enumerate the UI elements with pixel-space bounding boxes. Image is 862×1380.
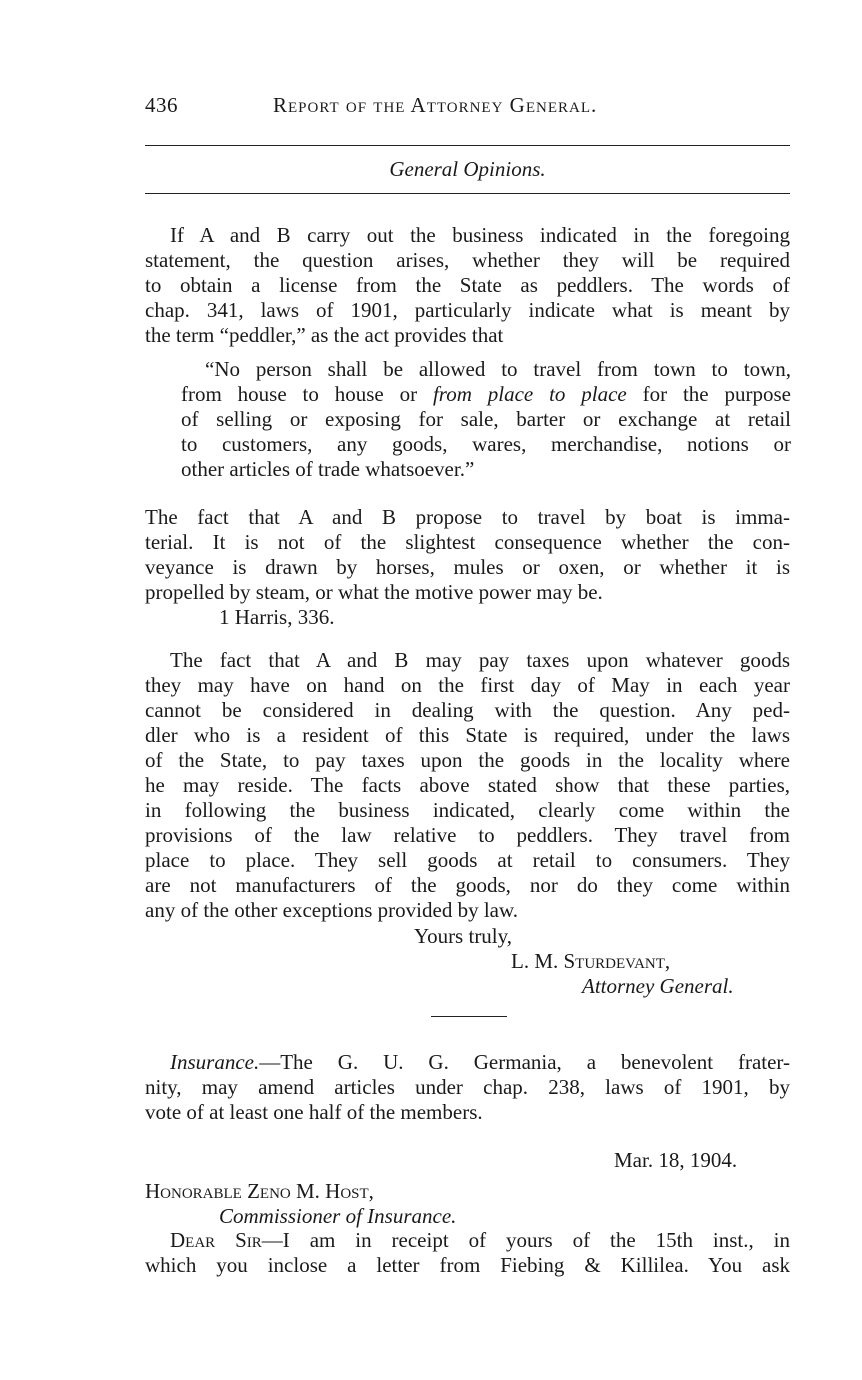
insurance-line-2: nity, may amend articles under chap. 238, laws of 1901, by — [145, 1075, 790, 1099]
quote-line-5: other articles of trade whatsoever.” — [181, 457, 475, 481]
paragraph-3-line-8: provisions of the law relative to peddlers. They travel from — [145, 823, 790, 847]
paragraph-3-line-7: in following the business indicated, clearly come within the — [145, 798, 790, 822]
paragraph-2-line-1: The fact that A and B propose to travel by boat is imma- — [145, 505, 790, 529]
citation: 1 Harris, 336. — [219, 605, 335, 629]
quote-emphasis: from place to place — [432, 382, 627, 406]
quote-line-4: to customers, any goods, wares, merchandise, notions or — [181, 432, 791, 456]
paragraph-3-line-6: he may reside. The facts above stated show that these parties, — [145, 773, 790, 797]
quote-line-3: of selling or exposing for sale, barter or exchange at retail — [181, 407, 791, 431]
paragraph-1-line-5: the term “peddler,” as the act provides that — [145, 323, 504, 347]
signature-initials: L. M. — [511, 949, 564, 973]
paragraph-1-line-2: statement, the question arises, whether they will be required — [145, 248, 790, 272]
paragraph-3-line-4: dler who is a resident of this State is required, under the laws — [145, 723, 790, 747]
paragraph-3-line-3: cannot be considered in dealing with the question. Any ped- — [145, 698, 790, 722]
header-rule-top — [145, 145, 790, 146]
letter-line-1-rest: —I am in receipt of yours of the 15th inst., in — [261, 1228, 790, 1252]
insurance-line-1-rest: —The G. U. G. Germania, a benevolent frater- — [259, 1050, 790, 1074]
running-head: Report of the Attorney General. — [273, 93, 598, 117]
addressee-name: Honorable Zeno M. Host, — [145, 1179, 374, 1203]
insurance-line-1 — [145, 1049, 790, 1075]
quote-line-1: “No person shall be allowed to travel from town to town, — [205, 357, 791, 381]
salutation: Dear Sir — [170, 1228, 262, 1252]
paragraph-3-line-1: The fact that A and B may pay taxes upon whatever goods — [170, 648, 790, 672]
letter-line-2: which you inclose a letter from Fiebing & Killilea. You ask — [145, 1253, 790, 1277]
paragraph-3-line-11: any of the other exceptions provided by law. — [145, 898, 519, 922]
header-rule-bottom — [145, 193, 790, 194]
paragraph-3-line-2: they may have on hand on the first day of May in each year — [145, 673, 790, 697]
insurance-line-3: vote of at least one half of the members. — [145, 1100, 483, 1124]
quote-line-2-end: for the purpose — [626, 382, 791, 406]
quote-line-2 — [181, 381, 791, 407]
paragraph-2-line-3: veyance is drawn by horses, mules or oxen, or whether it is — [145, 555, 790, 579]
signature-title: Attorney General. — [582, 974, 734, 998]
letter-line-1 — [145, 1227, 790, 1253]
paragraph-3-line-5: of the State, to pay taxes upon the goods in the locality where — [145, 748, 790, 772]
insurance-label: Insurance. — [170, 1050, 260, 1074]
page-number: 436 — [145, 93, 178, 117]
paragraph-3-line-10: are not manufacturers of the goods, nor do they come within — [145, 873, 790, 897]
paragraph-2-line-2: terial. It is not of the slightest consequence whether the con- — [145, 530, 790, 554]
section-title: General Opinions. — [389, 157, 546, 181]
paragraph-1-line-4: chap. 341, laws of 1901, particularly indicate what is meant by — [145, 298, 790, 322]
letter-date: Mar. 18, 1904. — [614, 1148, 738, 1172]
paragraph-1-line-1: If A and B carry out the business indicated in the foregoing — [170, 223, 790, 247]
addressee-position: Commissioner of Insurance. — [219, 1204, 457, 1228]
paragraph-3-line-9: place to place. They sell goods at retail to consumers. They — [145, 848, 790, 872]
quote-line-2-start: from house to house or — [181, 382, 433, 406]
page-header — [145, 93, 790, 123]
valediction: Yours truly, — [414, 924, 513, 948]
signature-name — [511, 948, 771, 974]
signature-surname: Sturdevant, — [563, 949, 671, 973]
paragraph-1-line-3: to obtain a license from the State as peddlers. The words of — [145, 273, 790, 297]
section-divider — [431, 1016, 507, 1017]
paragraph-2-line-4: propelled by steam, or what the motive power may be. — [145, 580, 603, 604]
